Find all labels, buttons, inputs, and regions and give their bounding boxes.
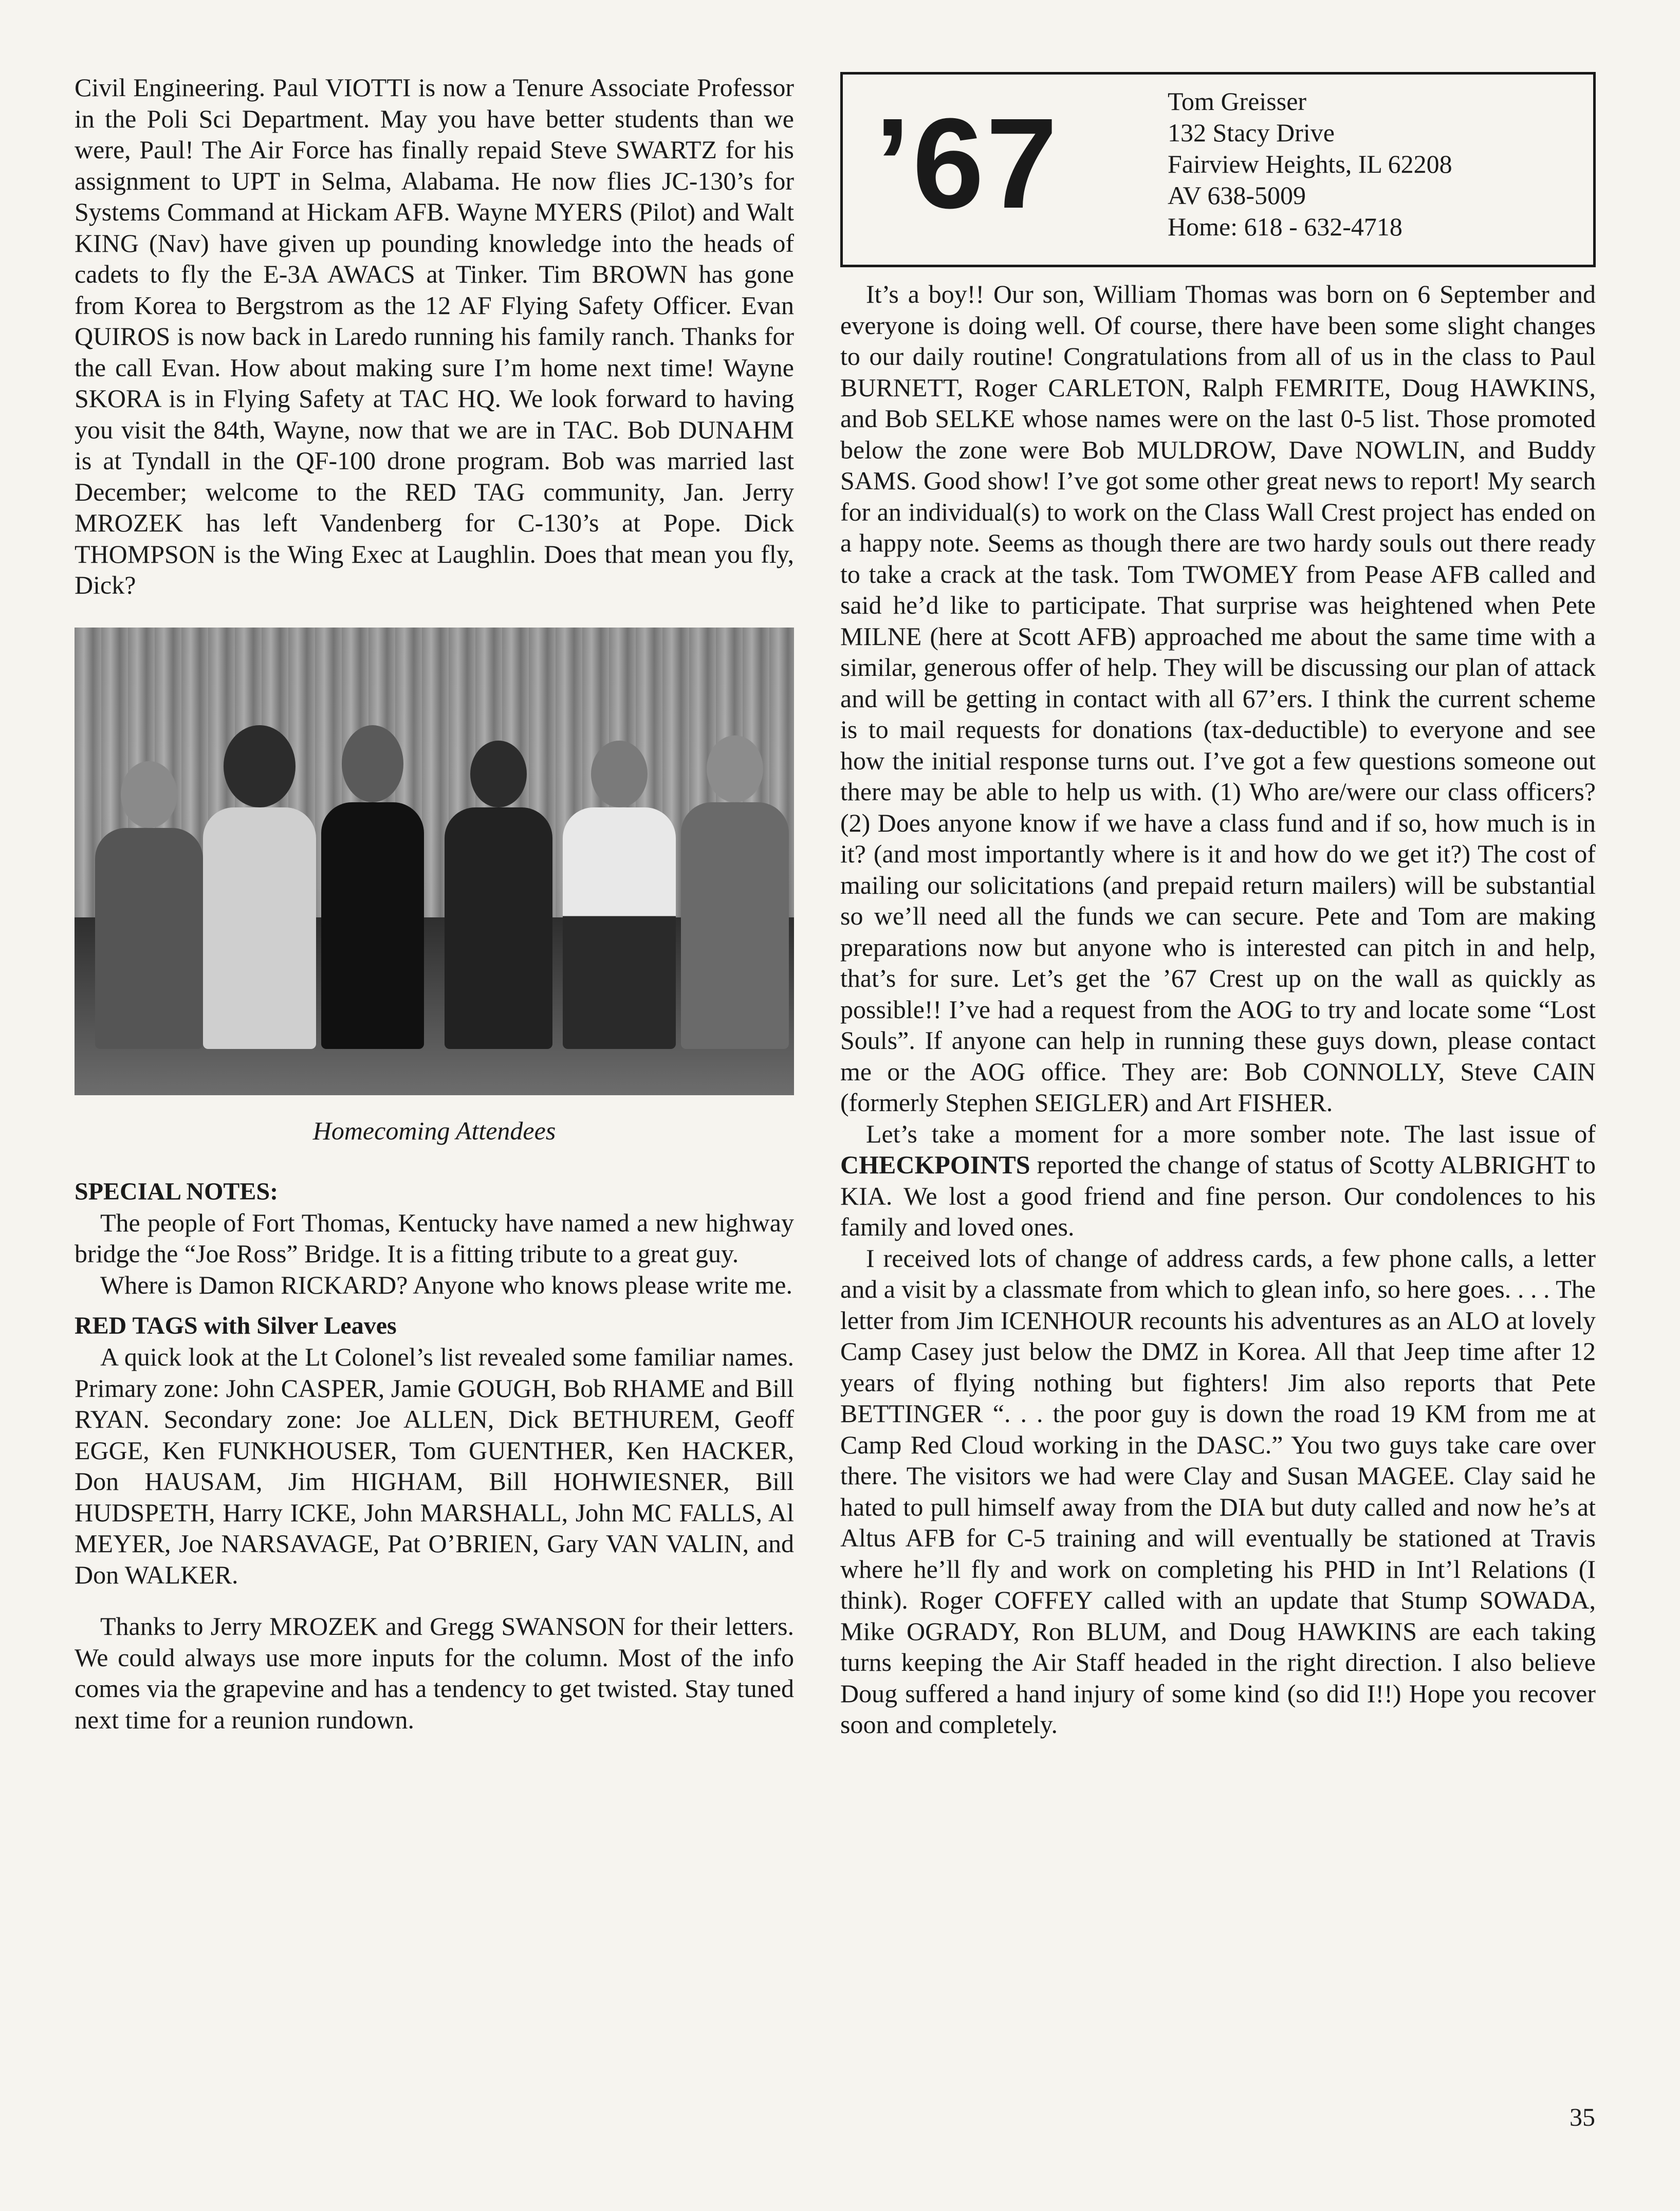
contact-address [1168,86,1452,243]
special-notes-heading: SPECIAL NOTES: [75,1177,279,1205]
photo-caption: Homecoming Attendees [312,1116,556,1145]
class-header-box [840,72,1596,267]
article-paragraph: It’s a boy!! Our son, William Thomas was born on 6 September and everyone is doing well. Of course, there have been some slight changes to our daily routine! Congratulations from all of us in the class to Paul BURNETT, Roger CARLETON, Ralph FEMRITE, Doug HAWKINS, and Bob SELKE whose names were on the last 0-5 list. Those promoted below the zone were Bob MULDROW, Dave NOWLIN, and Buddy SAMS. Good show! I’ve got some other great news to report! My search for an individual(s) to work on the Class Wall Crest project has ended on a happy note. Seems as though there are two hardy souls out there ready to take a crack at the task. Tom TWOMEY from Pease AFB called and said he’d like to participate. That surprise was heightened when Pete MILNE (here at Scott AFB) approached me about the same time with a similar, generous offer of help. They will be discussing our plan of attack and will be getting in contact with all 67’ers. I think the current scheme is to mail requests for donations (tax-deductible) to everyone and see how the initial response turns out. I’ve got a few questions someone out there may be able to help us with. (1) Who are/were our class officers? (2) Does anyone know if we have a class fund and if so, how much is in it? (and most importantly where is it and how do we get it?) The cost of mailing our solicitations (and prepaid return mailers) will be substantial so we’ll need all the funds we can secure. Pete and Tom are making preparations now but anyone who is interested can pitch in and help, that’s for sure. Let’s get the ’67 Crest up on the wall as quickly as possible!! I’ve had a request from the AOG to try and locate some “Lost Souls”. If anyone can help in running these guys down, please contact me or the AOG office. They are: Bob CONNOLLY, Steve CAIN (formerly Stephen SEIGLER) and Art FISHER. [840,280,1596,1117]
page-number: 35 [1570,2103,1595,2131]
article-paragraph: I received lots of change of address cards, a few phone calls, a letter and a visit by a classmate from which to glean info, so here goes. . . . The letter from Jim ICENHOUR recounts his adventures as an ALO at lovely Camp Casey just below the DMZ in Korea. All that Jeep time after 12 years of flying nothing but fighters! Jim also reports that Pete BETTINGER “. . . the poor guy is down the road 19 KM from me at Camp Red Cloud working in the DASC.” You two guys take care over there. The visitors we had were Clay and Susan MAGEE. Clay said he hated to pull himself away from the DIA but duty called and now he’s at Altus AFB for C-5 training and will eventually be stationed at Travis where he’ll fly and work on completing his PHD in Int’l Relations (I think). Roger COFFEY called with an update that Stump SOWADA, Mike OGRADY, Ron BLUM, and Doug HAWKINS are each taking turns keeping the Air Staff headed in the right direction. I also believe Doug suffered a hand injury of some kind (so did I!!) Hope you recover soon and completely. [840,1243,1596,1739]
checkpoints-title: CHECKPOINTS [840,1150,1030,1179]
contact-city: Fairview Heights, IL 62208 [1168,150,1452,178]
right-column [840,72,1596,1740]
contact-street: 132 Stacy Drive [1168,118,1335,147]
special-notes-paragraph: The people of Fort Thomas, Kentucky have named a new highway bridge the “Joe Ross” Bridge. It is a fitting tribute to a great guy. [75,1208,794,1268]
left-column [75,72,794,1735]
contact-home: Home: 618 - 632-4718 [1168,212,1402,241]
class-year: ’67 [875,91,1060,235]
red-tags-paragraph: A quick look at the Lt Colonel’s list revealed some familiar names. Primary zone: John CASPER, Jamie GOUGH, Bob RHAME and Bill RYAN. Secondary zone: Joe ALLEN, Dick BETHUREM, Geoff EGGE, Ken FUNKHOUSER, Tom GUENTHER, Ken HACKER, Don HAUSAM, Jim HIGHAM, Bill HOHWIESNER, Bill HUDSPETH, Harry ICKE, John MARSHALL, John MC FALLS, Al MEYER, Joe NARSAVAGE, Pat O’BRIEN, Gary VAN VALIN, and Don WALKER. [75,1342,794,1589]
article-paragraph: Let’s take a moment for a more somber note. The last issue of CHECKPOINTS reported the change of status of Scotty ALBRIGHT to KIA. We lost a good friend and fine person. Our condolences to his family and loved ones. [840,1119,1596,1241]
closing-paragraph: Thanks to Jerry MROZEK and Gregg SWANSON for their letters. We could always use more inputs for the column. Most of the info comes via the grapevine and has a tendency to get twisted. Stay tuned next time for a reunion rundown. [75,1612,794,1734]
homecoming-photo [75,628,794,1095]
article-paragraph: Civil Engineering. Paul VIOTTI is now a Tenure Associate Professor in the Poli Sci Department. May you have better students than we were, Paul! The Air Force has finally repaid Steve SWARTZ for his assignment to UPT in Selma, Alabama. He now flies JC-130’s for Systems Command at Hickam AFB. Wayne MYERS (Pilot) and Walt KING (Nav) have given up pounding knowledge into the heads of cadets to fly the E-3A AWACS at Tinker. Tim BROWN has gone from Korea to Bergstrom as the 12 AF Flying Safety Officer. Evan QUIROS is now back in Laredo running his family ranch. Thanks for the call Evan. How about making sure I’m home next time! Wayne SKORA is in Flying Safety at TAC HQ. We look forward to having you visit the 84th, Wayne, now that we are in TAC. Bob DUNAHM is at Tyndall in the QF-100 drone program. Bob was married last December; welcome to the RED TAG community, Jan. Jerry MROZEK has left Vandenberg for C-130’s at Pope. Dick THOMPSON is the Wing Exec at Laughlin. Does that mean you fly, Dick? [75,73,794,599]
contact-name: Tom Greisser [1168,87,1307,116]
special-notes-paragraph: Where is Damon RICKARD? Anyone who knows please write me. [100,1270,792,1299]
contact-av: AV 638-5009 [1168,181,1306,210]
red-tags-heading: RED TAGS with Silver Leaves [75,1312,397,1339]
